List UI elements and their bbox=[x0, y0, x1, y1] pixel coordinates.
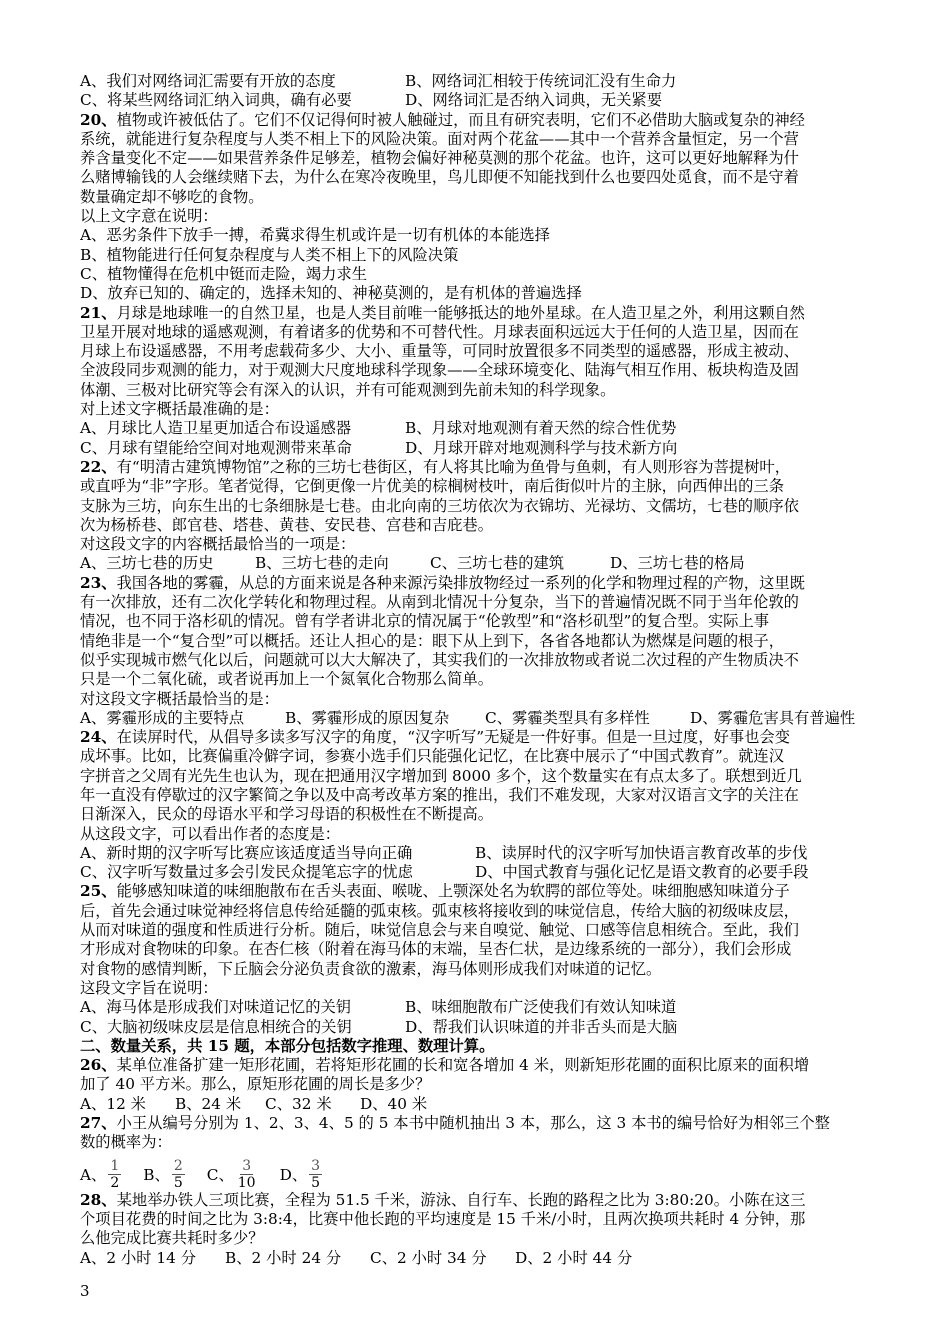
q22-line-1: 或直呼为“非”字形。笔者觉得，它倒更像一片优美的棕榈树枝叶，南后街似叶片的主脉，向西伸出的三条 bbox=[80, 477, 785, 496]
q25-line-4: 对食物的感情判断，下丘脑会分泌负责食欲的激素，海马体则形成我们对味道的记忆。 bbox=[80, 959, 662, 978]
question-number: 25、 bbox=[80, 882, 117, 901]
q21-line-3: 全波段同步观测的能力，对于观测大尺度地球科学现象——全球环境变化、陆海气相互作用、板块构造及固 bbox=[80, 361, 799, 380]
q22-option-c: C、三坊七巷的建筑 bbox=[430, 554, 565, 573]
q23-prompt: 对这段文字概括最恰当的是： bbox=[80, 689, 279, 708]
q26-option-d: D、40 米 bbox=[360, 1094, 428, 1113]
q21-option-c: C、月球有望能给空间对地观测带来革命 bbox=[80, 438, 352, 457]
q24-line-2: 字拼音之父周有光先生也认为，现在把通用汉字增加到 8000 多个，这个数量实在有点太多了。联想到近几 bbox=[80, 766, 802, 785]
q19-option-c: C、将某些网络词汇纳入词典，确有必要 bbox=[80, 91, 352, 110]
q21-options-row2 bbox=[80, 439, 880, 458]
q25-option-b: B、味细胞散布广泛使我们有效认知味道 bbox=[405, 998, 677, 1017]
q19-option-d: D、网络词汇是否纳入词典，无关紧要 bbox=[405, 91, 663, 110]
q25-option-d: D、帮我们认识味道的并非舌头而是大脑 bbox=[405, 1017, 678, 1036]
q24-option-b: B、读屏时代的汉字听写加快语言教育改革的步伐 bbox=[475, 843, 808, 862]
q27-option-c: C、 $\frac{3}{10}$ bbox=[206, 1157, 256, 1191]
q21-option-b: B、月球对地观测有着天然的综合性优势 bbox=[405, 419, 677, 438]
q20-line-2: 养含量变化不定——如果营养条件足够差，植物会偏好神秘莫测的那个花盆。也许，这可以更好地解释为什 bbox=[80, 149, 799, 168]
q21-options-row1 bbox=[80, 419, 880, 438]
q24-line-0: 24、在读屏时代，从倡导多读多写汉字的角度，“汉字听写”无疑是一件好事。但是一旦过度，好事也会变 bbox=[80, 728, 791, 747]
question-number: 26、 bbox=[80, 1056, 117, 1075]
page-number: 3 bbox=[80, 1282, 90, 1300]
q21-line-4: 体潮、三极对比研究等会有深入的认识，并有可能观测到先前未知的科学现象。 bbox=[80, 380, 616, 399]
q21-line-2: 月球上布设遥感器，不用考虑载荷多少、大小、重量等，可同时放置很多不同类型的遥感器，形成主被动、 bbox=[80, 342, 799, 361]
q20-line-3: 么赌博输钱的人会继续赌下去，为什么在寒冷夜晚里，鸟儿即便不知能找到什么也要四处觅食，而不是守着 bbox=[80, 168, 799, 187]
q19-option-a: A、我们对网络词汇需要有开放的态度 bbox=[80, 72, 336, 90]
question-number: 20、 bbox=[80, 110, 117, 129]
q19-options-row2 bbox=[80, 91, 880, 110]
q22-options-row bbox=[80, 554, 880, 573]
q23-option-c: C、雾霾类型具有多样性 bbox=[485, 708, 650, 727]
q23-line-5: 只是一个二氧化硫，或者说再加上一个氮氧化合物那么简单。 bbox=[80, 670, 494, 689]
q28-option-b: B、2 小时 24 分 bbox=[225, 1248, 342, 1267]
q25-line-2: 从而对味道的强度和性质进行分析。随后，味觉信息会与来自嗅觉、触觉、口感等信息相统合。至此，我们 bbox=[80, 921, 799, 940]
q25-line-1: 后，首先会通过味觉神经将信息传给延髓的弧束核。弧束核将接收到的味觉信息，传给大脑的初级味皮层， bbox=[80, 901, 799, 920]
q23-line-2: 情况，也不同于洛杉矶的情况。曾有学者讲北京的情况属于“伦敦型”和“洛杉矶型”的复合型。实际上事 bbox=[80, 612, 770, 631]
q28-option-a: A、2 小时 14 分 bbox=[80, 1248, 197, 1267]
q21-line-0: 21、月球是地球唯一的自然卫星，也是人类目前唯一能够抵达的地外星球。在人造卫星之外，利用这颗自然 bbox=[80, 303, 805, 322]
question-number: 22、 bbox=[80, 457, 117, 476]
q24-option-a: A、新时期的汉字听写比赛应该适度适当导向正确 bbox=[80, 843, 413, 862]
q24-prompt: 从这段文字，可以看出作者的态度是： bbox=[80, 824, 341, 843]
q28-line-1: 个项目花费的时间之比为 3:8:4，比赛中他长跑的平均速度是 15 千米/小时，且两次换项共耗时 4 分钟，那 bbox=[80, 1209, 806, 1228]
q27-option-a: A、 $\frac{1}{2}$ bbox=[80, 1157, 120, 1191]
q28-line-0: 28、某地举办铁人三项比赛，全程为 51.5 千米，游泳、自行车、长跑的路程之比为 3:80:20。小陈在这三 bbox=[80, 1190, 806, 1209]
q26-option-c: C、32 米 bbox=[265, 1094, 332, 1113]
q27-line-0: 27、小王从编号分别为 1、2、3、4、5 的 5 本书中随机抽出 3 本，那么，这 3 本书的编号恰好为相邻三个整 bbox=[80, 1114, 830, 1133]
q22-option-d: D、三坊七巷的格局 bbox=[610, 554, 745, 573]
q23-line-4: 似乎实现城市燃气化以后，问题就可以大大解决了，其实我们的一次排放物或者说二次过程的产生物质决不 bbox=[80, 650, 799, 669]
q22-prompt: 对这段文字的内容概括最恰当的一项是： bbox=[80, 535, 356, 554]
q20-option-a: A、恶劣条件下放手一搏，希冀求得生机或许是一切有机体的本能选择 bbox=[80, 226, 550, 245]
q21-prompt: 对上述文字概括最准确的是： bbox=[80, 400, 279, 419]
q24-line-3: 年一直没有停歇过的汉字繁简之争以及中高考改革方案的推出，我们不难发现，大家对汉语言文字的关注在 bbox=[80, 785, 799, 804]
q25-line-3: 才形成对食物味的印象。在杏仁核（附着在海马体的末端，呈杏仁状，是边缘系统的一部分），我们会形成 bbox=[80, 940, 792, 959]
q28-line-2: 么他完成比赛共耗时多少？ bbox=[80, 1229, 264, 1248]
q27-line-1: 数的概率为： bbox=[80, 1133, 172, 1152]
q25-prompt: 这段文字旨在说明： bbox=[80, 978, 218, 997]
q24-option-c: C、汉字听写数量过多会引发民众提笔忘字的忧虑 bbox=[80, 863, 413, 882]
q26-option-b: B、24 米 bbox=[175, 1094, 242, 1113]
q23-line-1: 有一次排放，还有二次化学转化和物理过程。从南到北情况十分复杂，当下的普遍情况既不同于当年伦敦的 bbox=[80, 593, 799, 612]
q27-options-row bbox=[80, 1153, 880, 1191]
document-page bbox=[80, 72, 880, 1268]
q27-option-b: B、 $\frac{2}{5}$ bbox=[143, 1157, 183, 1191]
q22-line-3: 次为杨桥巷、郎官巷、塔巷、黄巷、安民巷、宫巷和吉庇巷。 bbox=[80, 515, 494, 534]
q19-options-row1 bbox=[80, 72, 880, 91]
q25-options-row2 bbox=[80, 1018, 880, 1037]
q23-options-row bbox=[80, 709, 880, 728]
q22-line-2: 支脉为三坊，向东生出的七条细脉是七巷。由北向南的三坊依次为衣锦坊、光禄坊、文儒坊，七巷的顺序依 bbox=[80, 496, 799, 515]
q24-line-4: 日渐深入，民众的母语水平和学习母语的积极性在不断提高。 bbox=[80, 805, 494, 824]
fraction: $\frac{3}{5}$ bbox=[311, 1157, 321, 1191]
q27-option-d: D、 $\frac{3}{5}$ bbox=[279, 1157, 321, 1191]
fraction: $\frac{3}{10}$ bbox=[237, 1157, 256, 1191]
q25-line-0: 25、能够感知味道的味细胞散布在舌头表面、喉咙、上颚深处名为软腭的部位等处。味细胞感知味道分子 bbox=[80, 882, 790, 901]
question-number: 27、 bbox=[80, 1114, 117, 1133]
q24-options-row2 bbox=[80, 863, 880, 882]
question-number: 21、 bbox=[80, 303, 117, 322]
q23-line-3: 情绝非是一个“复合型”可以概括。还让人担心的是：眼下从上到下，各省各地都认为燃煤是问题的根子， bbox=[80, 631, 785, 650]
q19-option-b: B、网络词汇相较于传统词汇没有生命力 bbox=[405, 72, 677, 90]
q23-option-b: B、雾霾形成的原因复杂 bbox=[285, 708, 450, 727]
q22-line-0: 22、有“明清古建筑博物馆”之称的三坊七巷街区，有人将其比喻为鱼骨与鱼刺，有人则形容为菩提树叶， bbox=[80, 457, 791, 476]
q26-line-0: 26、某单位准备扩建一矩形花圃，若将矩形花圃的长和宽各增加 4 米，则新矩形花圃的面积比原来的面积增 bbox=[80, 1056, 810, 1075]
q28-option-c: C、2 小时 34 分 bbox=[370, 1248, 487, 1267]
q22-option-a: A、三坊七巷的历史 bbox=[80, 554, 214, 573]
q26-option-a: A、12 米 bbox=[80, 1094, 146, 1113]
q28-option-d: D、2 小时 44 分 bbox=[515, 1248, 633, 1267]
q24-line-1: 成坏事。比如，比赛偏重冷僻字词，参赛小选手们只能强化记忆，在比赛中展示了“中国式教育”。就连汉 bbox=[80, 747, 785, 766]
q25-option-a: A、海马体是形成我们对味道记忆的关钥 bbox=[80, 998, 352, 1017]
q26-line-1: 加了 40 平方米。那么，原矩形花圃的周长是多少？ bbox=[80, 1075, 431, 1094]
fraction: $\frac{2}{5}$ bbox=[173, 1157, 183, 1191]
q21-line-1: 卫星开展对地球的遥感观测，有着诸多的优势和不可替代性。月球表面积远远大于任何的人造卫星，因而在 bbox=[80, 322, 799, 341]
q20-prompt: 以上文字意在说明： bbox=[80, 207, 218, 226]
section-heading: 二、数量关系，共 15 题，本部分包括数字推理、数理计算。 bbox=[80, 1036, 495, 1055]
q24-option-d: D、中国式教育与强化记忆是语文教育的必要手段 bbox=[475, 863, 809, 882]
q28-options-row bbox=[80, 1249, 880, 1268]
fraction: $\frac{1}{2}$ bbox=[110, 1157, 120, 1191]
q26-options-row bbox=[80, 1095, 880, 1114]
q23-option-d: D、雾霾危害具有普遍性 bbox=[690, 708, 856, 727]
q21-option-a: A、月球比人造卫星更加适合布设遥感器 bbox=[80, 419, 352, 438]
q21-option-d: D、月球开辟对地观测科学与技术新方向 bbox=[405, 438, 678, 457]
q25-option-c: C、大脑初级味皮层是信息相统合的关钥 bbox=[80, 1017, 352, 1036]
question-number: 23、 bbox=[80, 573, 117, 592]
q23-option-a: A、雾霾形成的主要特点 bbox=[80, 708, 245, 727]
question-number: 28、 bbox=[80, 1190, 117, 1209]
q20-line-1: 系统，就能进行复杂程度与人类不相上下的风险决策。面对两个花盆——其中一个营养含量恒定，另一个营 bbox=[80, 129, 799, 148]
q20-option-b: B、植物能进行任何复杂程度与人类不相上下的风险决策 bbox=[80, 245, 459, 264]
q20-line-0: 20、植物或许被低估了。它们不仅记得何时被人触碰过，而且有研究表明，它们不必借助大脑或复杂的神经 bbox=[80, 110, 805, 129]
q22-option-b: B、三坊七巷的走向 bbox=[255, 554, 389, 573]
q25-options-row1 bbox=[80, 998, 880, 1017]
q20-line-4: 数量确定却不够吃的食物。 bbox=[80, 187, 264, 206]
q20-option-d: D、放弃已知的、确定的，选择未知的、神秘莫测的，是有机体的普遍选择 bbox=[80, 284, 582, 303]
q20-option-c: C、植物懂得在危机中铤而走险，竭力求生 bbox=[80, 264, 368, 283]
q23-line-0: 23、我国各地的雾霾，从总的方面来说是各种来源污染排放物经过一系列的化学和物理过程的产物，这里既 bbox=[80, 573, 805, 592]
q24-options-row1 bbox=[80, 844, 880, 863]
question-number: 24、 bbox=[80, 728, 117, 747]
